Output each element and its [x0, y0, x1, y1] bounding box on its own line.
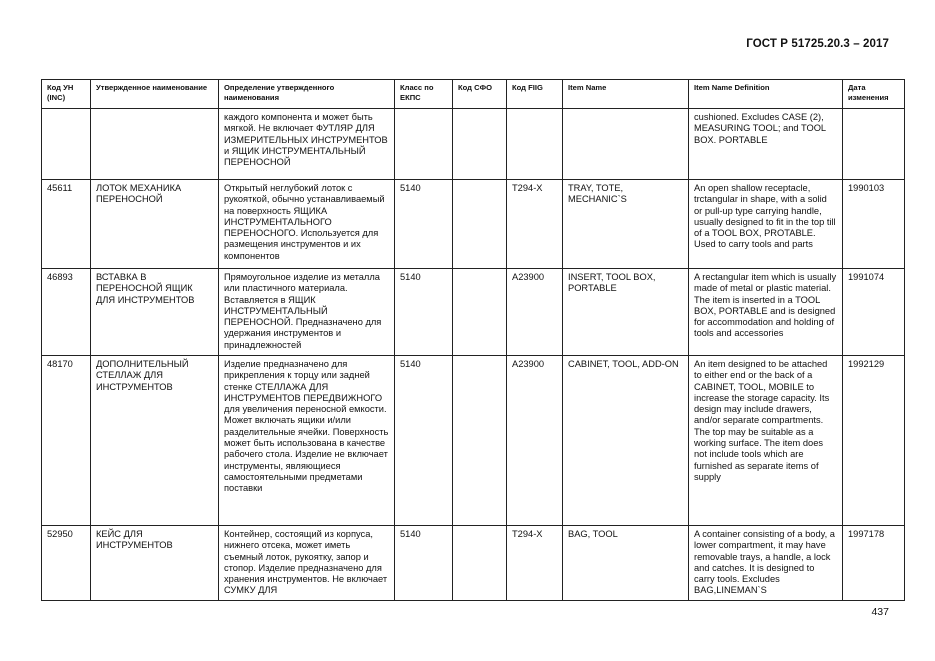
cell-sfo — [453, 269, 507, 356]
cell-code — [42, 109, 91, 180]
cell-sfo — [453, 109, 507, 180]
cell-date: 1990103 — [843, 180, 905, 269]
col-header-fiig: Код FIIG — [507, 80, 563, 109]
cell-fiig: A23900 — [507, 269, 563, 356]
cell-definition: Контейнер, состоящий из корпуса, нижнего отсека, может иметь съемный лоток, рукоятку, запор и стопор. Изделие предназначено для хранения инструментов. Не включает СУМКУ ДЛЯ — [219, 526, 395, 601]
col-header-name: Утвержденное наименование — [91, 80, 219, 109]
table-row — [42, 180, 905, 269]
cell-date — [843, 109, 905, 180]
cell-name: ВСТАВКА В ПЕРЕНОСНОЙ ЯЩИК ДЛЯ ИНСТРУМЕНТОВ — [91, 269, 219, 356]
cell-definition: каждого компонента и может быть мягкой. Не включает ФУТЛЯР ДЛЯ ИЗМЕРИТЕЛЬНЫХ ИНСТРУМЕНТОВ и ЯЩИК ИНСТРУМЕНТАЛЬНЫЙ ПЕРЕНОСНОЙ — [219, 109, 395, 180]
cell-definition: Открытый неглубокий лоток с рукояткой, обычно устанавливаемый на поверхность ЯЩИКА ИНСТРУМЕНТАЛЬНОГО ПЕРЕНОСНОГО. Используется для размещения инструментов и их компонентов — [219, 180, 395, 269]
col-header-sfo: Код СФО — [453, 80, 507, 109]
col-header-code: Код УН (INC) — [42, 80, 91, 109]
cell-item-definition: A container consisting of a body, a lower compartment, it may have removable trays, a handle, a lock and catches. It is designed to carry tools. Excludes BAG,LINEMAN`S — [689, 526, 843, 601]
table-header-row — [42, 80, 905, 109]
cell-item-name — [563, 109, 689, 180]
cell-fiig: T294-X — [507, 526, 563, 601]
cell-item-name: CABINET, TOOL, ADD-ON — [563, 356, 689, 526]
cell-item-definition: An open shallow receptacle, trctangular in shape, with a solid or pull-up type carrying handle, usually designed to fit in the top till of a TOOL BOX, PROTABLE. Used to carry tools and parts — [689, 180, 843, 269]
cell-date: 1992129 — [843, 356, 905, 526]
cell-name: ЛОТОК МЕХАНИКА ПЕРЕНОСНОЙ — [91, 180, 219, 269]
cell-sfo — [453, 356, 507, 526]
cell-item-name: TRAY, TOTE, MECHANIC`S — [563, 180, 689, 269]
catalog-table — [41, 79, 905, 601]
cell-name — [91, 109, 219, 180]
page-number: 437 — [871, 606, 889, 618]
cell-code: 48170 — [42, 356, 91, 526]
cell-name: КЕЙС ДЛЯ ИНСТРУМЕНТОВ — [91, 526, 219, 601]
cell-definition: Прямоугольное изделие из металла или пластичного материала. Вставляется в ЯЩИК ИНСТРУМЕНТАЛЬНЫЙ ПЕРЕНОСНОЙ. Предназначено для удержания инструментов и принадлежностей — [219, 269, 395, 356]
cell-sfo — [453, 526, 507, 601]
table-row — [42, 526, 905, 601]
col-header-item-definition: Item Name Definition — [689, 80, 843, 109]
col-header-class: Класс по ЕКПС — [395, 80, 453, 109]
table-row — [42, 109, 905, 180]
cell-code: 52950 — [42, 526, 91, 601]
table-row — [42, 269, 905, 356]
cell-class: 5140 — [395, 269, 453, 356]
document-standard-title: ГОСТ Р 51725.20.3 – 2017 — [746, 38, 889, 50]
cell-class: 5140 — [395, 356, 453, 526]
cell-item-name: BAG, TOOL — [563, 526, 689, 601]
cell-item-definition: cushioned. Excludes CASE (2), MEASURING TOOL; and TOOL BOX. PORTABLE — [689, 109, 843, 180]
cell-item-definition: An item designed to be attached to either end or the back of a CABINET, TOOL, MOBILE to increase the storage capacity. Its design may include drawers, and/or separate compartments. The top may be suitable as a working surface. The item does not include tools which are furnished as separate items of supply — [689, 356, 843, 526]
cell-class: 5140 — [395, 526, 453, 601]
cell-date: 1997178 — [843, 526, 905, 601]
cell-code: 45611 — [42, 180, 91, 269]
cell-fiig: A23900 — [507, 356, 563, 526]
cell-fiig — [507, 109, 563, 180]
cell-class — [395, 109, 453, 180]
cell-definition: Изделие предназначено для прикрепления к торцу или задней стенке СТЕЛЛАЖА ДЛЯ ИНСТРУМЕНТОВ ПЕРЕДВИЖНОГО для увеличения переносной емкости. Может включать ящики и/или разделительные ячейки. Поверхность может быть использована в качестве рабочего стола. Изделие не включает инструменты, являющиеся самостоятельными предметами поставки — [219, 356, 395, 526]
col-header-definition: Определение утвержденного наименования — [219, 80, 395, 109]
cell-class: 5140 — [395, 180, 453, 269]
cell-code: 46893 — [42, 269, 91, 356]
cell-item-definition: A rectangular item which is usually made of metal or plastic material. The item is inserted in a TOOL BOX, PORTABLE and is designed for accommodation and holding of tools and accessories — [689, 269, 843, 356]
cell-name: ДОПОЛНИТЕЛЬНЫЙ СТЕЛЛАЖ ДЛЯ ИНСТРУМЕНТОВ — [91, 356, 219, 526]
cell-item-name: INSERT, TOOL BOX, PORTABLE — [563, 269, 689, 356]
cell-date: 1991074 — [843, 269, 905, 356]
col-header-date: Дата изменения — [843, 80, 905, 109]
cell-fiig: T294-X — [507, 180, 563, 269]
cell-sfo — [453, 180, 507, 269]
table-row — [42, 356, 905, 526]
col-header-item-name: Item Name — [563, 80, 689, 109]
